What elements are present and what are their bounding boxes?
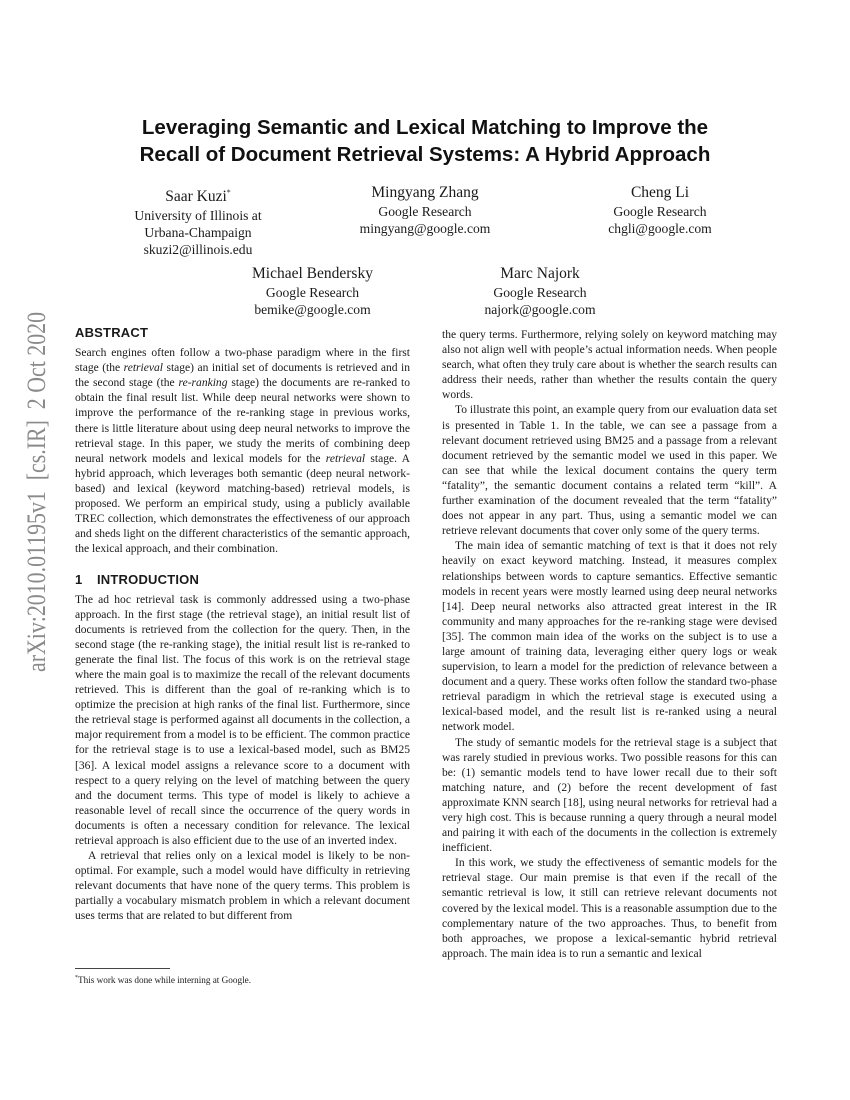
section-number: 1 [75, 572, 83, 588]
emphasis-retrieval: retrieval [325, 452, 366, 465]
intro-paragraph-1: The ad hoc retrieval task is commonly addressed using a two-phase approach. In the first stage (the retrieval stage), an initial result list of documents is retrieved from the collection for the query. Then, in the second stage (the re-ranking stage), the initial result list is re-ranked to generate the final list. The focus of this work is on the retrieval stage where the main goal is to maximize the recall of the relevant documents retrieved. This is different than the goal of re-ranking which is to optimize the precision at high ranks of the final list. Furthermore, since the retrieval stage is performed against all documents in the collection, a major requirement from a model is to be efficient. The common practice for the retrieval stage is to use a lexical-based model, such as BM25 [36]. A lexical model assigns a relevance score to a document with respect to a query relying on the level of matching between the query and the document terms. This type of model is likely to achieve a reasonable level of recall since the occurrence of the query words in documents is often a necessary condition for relevance. The lexical retrieval approach is also efficient due to the use of an inverted index. [75, 593, 410, 847]
author-name: Marc Najork [500, 265, 580, 282]
emphasis-retrieval: retrieval [123, 362, 163, 375]
right-column [442, 328, 777, 962]
arxiv-identifier-text: arXiv:2010.01195v1 [cs.IR] 2 Oct 2020 [21, 235, 51, 672]
footnote [75, 972, 251, 986]
author-michael-bendersky [230, 264, 395, 318]
intro-paragraph-2-continued: the query terms. Furthermore, relying solely on keyword matching may also not align well with people’s actual information needs. When people search, what often they truly care about is whether the search results can address their needs, rather than whether the results contain the query words. [442, 329, 777, 402]
author-name: Michael Bendersky [252, 265, 373, 282]
emphasis-re-ranking: re-ranking [178, 377, 228, 390]
paper-title [60, 114, 790, 168]
intro-paragraph-3: To illustrate this point, an example query from our evaluation data set is presented in Table 1. In the table, we can see a passage from a relevant document retrieved using BM25 and a passage from a relevant document retrieved by the semantic model we used in this paper. We can see that while the lexical document contains the query term “fatality”, the semantic document contains a related term “kill”. A further examination of the document revealed that the term “fatality” does not appear in any part. Thus, using a semantic model we can retrieve relevant documents that cover only some of the query terms. [442, 404, 777, 538]
abstract-heading: ABSTRACT [75, 325, 149, 340]
author-email: bemike@google.com [254, 302, 371, 317]
author-affiliation: Google Research [378, 204, 472, 219]
author-name: Saar Kuzi* [165, 188, 231, 206]
author-affiliation: Google Research [493, 285, 587, 300]
intro-paragraph-6: In this work, we study the effectiveness of semantic models for the retrieval stage. Our main premise is that even if the recall of the semantic retrieval is low, it still can retrieve relevant documents not covered by the lexical model. This is a reasonable assumption due to the complementary nature of the two approaches. Thus, to benefit from both approaches, we propose a lexical-semantic hybrid retrieval approach. The main idea is to run a semantic and lexical [442, 857, 777, 960]
author-email: skuzi2@illinois.edu [143, 242, 253, 258]
author-saar-kuzi [118, 183, 278, 258]
author-email: najork@google.com [484, 302, 596, 317]
author-name: Cheng Li [630, 184, 690, 201]
author-name: Mingyang Zhang [371, 184, 479, 201]
author-affiliation: Google Research [265, 285, 360, 300]
abstract-paragraph: Search engines often follow a two-phase paradigm where in the first stage (the retrieval stage) an initial set of documents is retrieved and in the second stage (the re-ranking stage) the documents are re-ranked to obtain the final result list. While deep neural networks were shown to improve the performance of the re-ranking stage in previous works, there is little literature about using deep neural networks to improve the retrieval stage. In this paper, we study the merits of combining deep neural network models and lexical models for the retrieval stage. A hybrid approach, which leverages both semantic (deep neural network-based) and lexical (keyword matching-based) retrieval models, is proposed. We perform an empirical study, using a publicly available TREC collection, which demonstrates the effectiveness of our approach and sheds light on the different characteristics of the semantic approach, the lexical approach, and their combination. [75, 347, 411, 556]
title-line-1: Leveraging Semantic and Lexical Matching to Improve the [141, 116, 709, 139]
author-marc-najork [460, 264, 620, 318]
author-affiliation: University of Illinois at [134, 208, 262, 224]
author-mingyang-zhang [340, 183, 510, 237]
author-footnote-mark: * [226, 188, 231, 197]
footnote-text: This work was done while interning at Google. [78, 975, 251, 986]
footnote-rule [75, 968, 170, 969]
author-email: chgli@google.com [608, 221, 712, 236]
left-column [75, 325, 410, 925]
section-title: INTRODUCTION [97, 572, 200, 588]
arxiv-identifier-svg [5, 235, 53, 672]
arxiv-identifier-stamp [5, 235, 53, 672]
introduction-heading [75, 572, 410, 587]
footnote-mark: * [75, 975, 78, 981]
author-cheng-li [580, 183, 740, 237]
intro-paragraph-2: A retrieval that relies only on a lexical model is likely to be non-optimal. For example, such a model would have difficulty in retrieving relevant documents that have none of the query terms. This problem is partially a vocabulary mismatch problem in which a relevant document uses terms that are related to but different from [75, 850, 410, 923]
intro-paragraph-4: The main idea of semantic matching of text is that it does not rely heavily on exact keyword matching. Instead, it measures complex relationships between words to capture semantics. Effective semantic models in recent years were mostly learned using deep neural networks [14]. Deep neural networks also attracted great interest in the IR community and many approaches for the re-ranking stage were devised [35]. The common main idea of the works on the subject is to use a large amount of training data, leveraging either query logs or weak supervision, to learn a model for the prediction of relevance between a document and a query. These works often follow the standard two-phase retrieval paradigm in which the retrieval stage is executed using a lexical-based model, and the result list is re-ranked using a neural network model. [442, 540, 777, 734]
author-affiliation-line2: Urbana-Champaign [144, 225, 252, 241]
title-line-2: Recall of Document Retrieval Systems: A Hybrid Approach [139, 143, 711, 166]
intro-paragraph-5: The study of semantic models for the retrieval stage is a subject that was rarely studied in previous works. Two possible reasons for this can be: (1) semantic models tend to have lower recall due to their soft matching nature, and (2) before the recent development of fast approximate KNN search [18], using neural networks for retrieval had a very high cost. This is because running a query through a neural model and pairing it with each of the documents in the collection is extremely inefficient. [442, 736, 777, 855]
author-email: mingyang@google.com [359, 221, 491, 236]
author-affiliation: Google Research [613, 204, 707, 219]
